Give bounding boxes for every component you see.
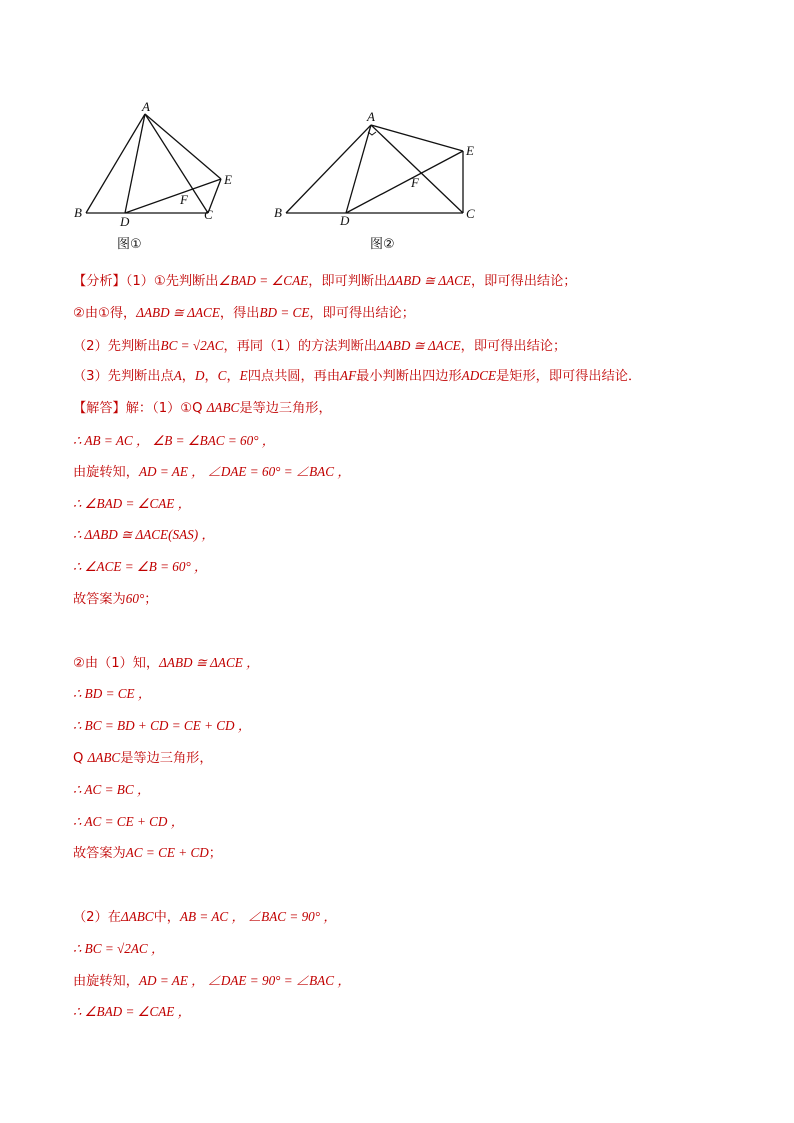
fig1-label-d: D — [120, 214, 130, 229]
analysis-line-1: 【分析】（1）①先判断出∠BAD = ∠CAE，即可判断出ΔABD ≅ ΔACE，即可得出结论； — [73, 273, 577, 289]
solution-line-2: ∴ AB = AC ， ∠B = ∠BAC = 60° ， — [73, 433, 275, 448]
solution-line-5: ∴ ΔABD ≅ ΔACE(SAS) ， — [73, 527, 215, 542]
analysis-line-2: ②由①得，ΔABD ≅ ΔACE，得出BD = CE，即可得出结论； — [73, 305, 415, 321]
solution-line-4: ∴ ∠BAD = ∠CAE ， — [73, 496, 191, 511]
solution-line-11: Q ΔABC是等边三角形， — [73, 750, 213, 766]
solution-line-8: ②由（1）知，ΔABD ≅ ΔACE ， — [73, 655, 260, 671]
figure-1-diagram — [70, 99, 250, 229]
solution-line-9: ∴ BD = CE ， — [73, 686, 152, 701]
figure-2 — [270, 108, 490, 228]
fig2-label-e: E — [466, 143, 474, 158]
fig1-label-b: B — [74, 205, 82, 220]
fig2-label-d: D — [340, 213, 350, 228]
solution-line-16: ∴ BC = √2AC ， — [73, 941, 165, 956]
solution-line-15: （2）在ΔABC中，AB = AC ， ∠BAC = 90° ， — [73, 909, 337, 925]
solution-line-13: ∴ AC = CE + CD ， — [73, 814, 184, 829]
fig2-label-a: A — [367, 109, 375, 124]
solution-line-18: ∴ ∠BAD = ∠CAE ， — [73, 1004, 191, 1019]
fig1-label-a: A — [142, 99, 150, 114]
solution-line-14: 故答案为AC = CE + CD； — [73, 845, 222, 861]
fig2-label-b: B — [274, 205, 282, 220]
analysis-line-4: （3）先判断出点A，D，C，E四点共圆，再由AF最小判断出四边形ADCE是矩形，即可得出结论． — [73, 368, 642, 384]
solution-line-6: ∴ ∠ACE = ∠B = 60° ， — [73, 559, 208, 574]
fig2-label-c: C — [466, 206, 475, 221]
figure-2-caption: 图② — [370, 237, 395, 252]
analysis-line-3: （2）先判断出BC = √2AC，再同（1）的方法判断出ΔABD ≅ ΔACE，即可得出结论； — [73, 338, 567, 354]
solution-line-10: ∴ BC = BD + CD = CE + CD ， — [73, 718, 252, 733]
solution-line-3: 由旋转知，AD = AE ， ∠DAE = 60° = ∠BAC ， — [73, 464, 351, 480]
fig1-label-c: C — [204, 207, 213, 222]
figure-1 — [70, 99, 250, 229]
fig1-label-f: F — [180, 192, 188, 207]
fig1-label-e: E — [224, 172, 232, 187]
solution-line-17: 由旋转知，AD = AE ， ∠DAE = 90° = ∠BAC ， — [73, 973, 351, 989]
figure-2-diagram — [270, 108, 490, 228]
solution-line-12: ∴ AC = BC ， — [73, 782, 151, 797]
solution-line-1: 【解答】解：（1）①Q ΔABC是等边三角形， — [73, 400, 332, 416]
figure-1-caption: 图① — [117, 237, 142, 252]
fig2-label-f: F — [411, 175, 419, 190]
solution-line-7: 故答案为60°； — [73, 591, 158, 607]
